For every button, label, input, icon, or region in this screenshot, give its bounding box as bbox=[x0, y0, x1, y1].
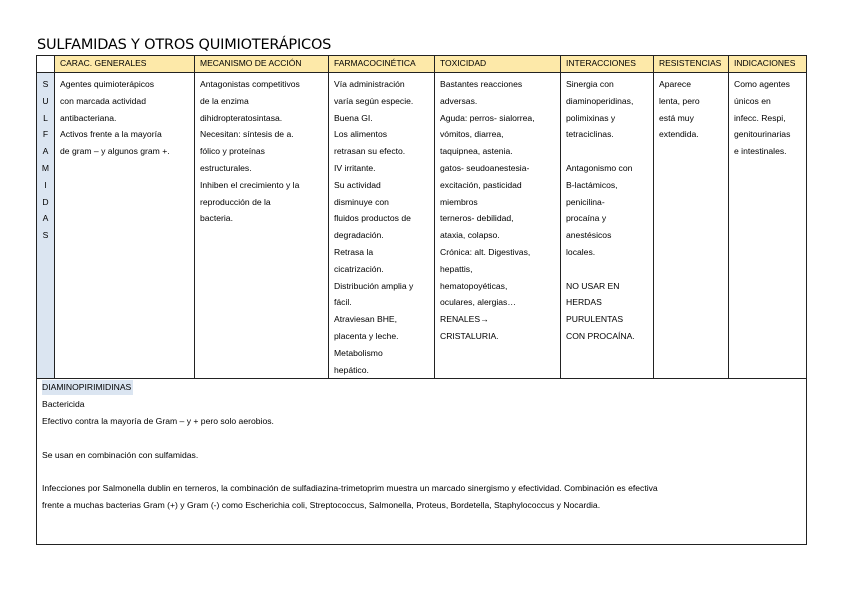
cell-line: anestésicos bbox=[566, 230, 612, 241]
row-label-letter: M bbox=[41, 162, 50, 173]
header-mecanismo-de-accion: MECANISMO DE ACCIÓN bbox=[195, 56, 329, 73]
cell-line: Aparece bbox=[659, 79, 692, 89]
cell-line: gatos- seudoanestesia- bbox=[440, 162, 530, 173]
cell-line: antibacteriana. bbox=[60, 112, 117, 123]
cell-line: NO USAR EN bbox=[566, 280, 620, 291]
cell-line: excitación, pasticidad bbox=[440, 179, 522, 190]
cell-line: Sinergia con bbox=[566, 79, 614, 89]
cell-line: Buena GI. bbox=[334, 112, 373, 123]
row-label-letter: I bbox=[44, 179, 47, 190]
cell-line: B-lactámicos, bbox=[566, 179, 618, 190]
cell-line: diaminoperidinas, bbox=[566, 95, 634, 106]
cell-line: Los alimentos bbox=[334, 129, 388, 140]
cell-farmacocinetica bbox=[329, 73, 435, 379]
header-carac-generales: CARAC. GENERALES bbox=[55, 56, 195, 73]
cell-line: fácil. bbox=[334, 297, 352, 308]
diaminopirimidinas-line-1: Bactericida bbox=[42, 399, 85, 410]
cell-line: disminuye con bbox=[334, 196, 389, 207]
cell-line: infecc. Respi, bbox=[734, 112, 786, 123]
cell-line: vómitos, diarrea, bbox=[440, 129, 504, 140]
diaminopirimidinas-line-2: Efectivo contra la mayoría de Gram – y + pero solo aerobios. bbox=[42, 415, 274, 426]
cell-line: Bastantes reacciones bbox=[440, 79, 523, 89]
cell-line: e intestinales. bbox=[734, 146, 787, 157]
cell-line: RENALES→ bbox=[440, 314, 489, 325]
document-title: SULFAMIDAS Y OTROS QUIMIOTERÁPICOS bbox=[37, 37, 332, 53]
cell-line: Retrasa la bbox=[334, 246, 374, 257]
cell-line: adversas. bbox=[440, 95, 478, 106]
sulfamidas-row bbox=[37, 73, 807, 379]
diaminopirimidinas-cell bbox=[37, 379, 807, 545]
diaminopirimidinas-line-4: Infecciones por Salmonella dublin en terneros, la combinación de sulfadiazina-trimetoprim muestra un marcado sinergismo y efectividad. Combinación es efectiva bbox=[42, 483, 658, 494]
header-toxicidad: TOXICIDAD bbox=[435, 56, 561, 73]
cell-line: degradación. bbox=[334, 230, 384, 241]
cell-line: extendida. bbox=[659, 129, 699, 140]
cell-line: procaína y bbox=[566, 213, 607, 224]
cell-line: Activos frente a la mayoría bbox=[60, 129, 162, 140]
cell-mecanismo-de-accion bbox=[195, 73, 329, 379]
row-label-letter: A bbox=[42, 146, 49, 157]
cell-line: lenta, pero bbox=[659, 95, 700, 106]
cell-line: Agentes quimioterápicos bbox=[60, 79, 155, 89]
cell-line: Como agentes bbox=[734, 79, 790, 89]
cell-line: PURULENTAS bbox=[566, 314, 624, 325]
diaminopirimidinas-title: DIAMINOPIRIMIDINAS bbox=[42, 380, 133, 395]
cell-line: Necesitan: síntesis de a. bbox=[200, 129, 294, 140]
cell-line: Crónica: alt. Digestivas, bbox=[440, 246, 531, 257]
header-corner bbox=[37, 56, 55, 73]
cell-line: Atraviesan BHE, bbox=[334, 314, 398, 325]
row-label-sulfamidas bbox=[37, 73, 55, 379]
diaminopirimidinas-line-3: Se usan en combinación con sulfamidas. bbox=[42, 449, 199, 460]
header-interacciones: INTERACCIONES bbox=[561, 56, 654, 73]
cell-line: polimixinas y bbox=[566, 112, 616, 123]
cell-toxicidad bbox=[435, 73, 561, 379]
cell-line: HERDAS bbox=[566, 297, 602, 308]
cell-carac-generales bbox=[55, 73, 195, 379]
cell-line: IV irritante. bbox=[334, 162, 376, 173]
cell-line: tetraciclinas. bbox=[566, 129, 614, 140]
cell-line: CRISTALURIA. bbox=[440, 330, 499, 341]
header-row bbox=[37, 56, 807, 73]
cell-line: retrasan su efecto. bbox=[334, 146, 406, 157]
header-resistencias: RESISTENCIAS bbox=[654, 56, 729, 73]
cell-line: genitourinarias bbox=[734, 129, 791, 140]
cell-line: dihidropteratosintasa. bbox=[200, 112, 283, 123]
cell-resistencias bbox=[654, 73, 729, 379]
row-label-letter: L bbox=[43, 112, 48, 123]
cell-line: hepático. bbox=[334, 364, 369, 375]
cell-line: de gram – y algunos gram +. bbox=[60, 146, 170, 157]
cell-line: Vía administración bbox=[334, 79, 405, 89]
cell-line: hepattis, bbox=[440, 263, 473, 274]
cell-line: estructurales. bbox=[200, 162, 252, 173]
row-label-letter: F bbox=[42, 129, 49, 140]
cell-line bbox=[566, 143, 649, 160]
cell-line: de la enzima bbox=[200, 95, 249, 106]
cell-line: está muy bbox=[659, 112, 694, 123]
cell-line: ataxia, colapso. bbox=[440, 230, 500, 241]
cell-line: CON PROCAÍNA. bbox=[566, 330, 635, 341]
cell-line: bacteria. bbox=[200, 213, 233, 224]
header-indicaciones: INDICACIONES bbox=[729, 56, 807, 73]
cell-line: miembros bbox=[440, 196, 478, 207]
cell-line: únicos en bbox=[734, 95, 771, 106]
sulfamidas-table bbox=[36, 55, 807, 545]
cell-line: Distribución amplia y bbox=[334, 280, 414, 291]
row-label-letter: S bbox=[42, 230, 49, 241]
header-farmacocinetica: FARMACOCINÉTICA bbox=[329, 56, 435, 73]
row-label-letter: U bbox=[42, 95, 49, 106]
row-label-letter: D bbox=[42, 196, 49, 207]
cell-line: Su actividad bbox=[334, 179, 381, 190]
cell-line: varía según especie. bbox=[334, 95, 414, 106]
cell-line: oculares, alergias… bbox=[440, 297, 516, 308]
cell-line: con marcada actividad bbox=[60, 95, 146, 106]
cell-line: penicilina- bbox=[566, 196, 605, 207]
diaminopirimidinas-row bbox=[37, 379, 807, 545]
cell-line: cicatrización. bbox=[334, 263, 384, 274]
diaminopirimidinas-line-5: frente a muchas bacterias Gram (+) y Gram (-) como Escherichia coli, Streptococcus, Salmonella, Proteus, Bordetella, Staphylococcus y Nocardia. bbox=[42, 499, 601, 510]
cell-line: Metabolismo bbox=[334, 347, 383, 358]
cell-line: Antagonismo con bbox=[566, 162, 633, 173]
cell-line: fluidos productos de bbox=[334, 213, 411, 224]
row-label-letter: A bbox=[42, 213, 49, 224]
cell-line: placenta y leche. bbox=[334, 330, 399, 341]
cell-line: locales. bbox=[566, 246, 596, 257]
cell-line: terneros- debilidad, bbox=[440, 213, 514, 224]
cell-line: fólico y proteínas bbox=[200, 146, 265, 157]
cell-line: taquipnea, astenia. bbox=[440, 146, 513, 157]
cell-line: Inhiben el crecimiento y la bbox=[200, 179, 300, 190]
cell-interacciones bbox=[561, 73, 654, 379]
cell-indicaciones bbox=[729, 73, 807, 379]
cell-line: reproducción de la bbox=[200, 196, 271, 207]
cell-line: Antagonistas competitivos bbox=[200, 79, 300, 89]
cell-line: hematopoyéticas, bbox=[440, 280, 508, 291]
row-label-letter: S bbox=[42, 79, 49, 89]
cell-line: Aguda: perros- sialorrea, bbox=[440, 112, 535, 123]
cell-line bbox=[566, 261, 649, 278]
